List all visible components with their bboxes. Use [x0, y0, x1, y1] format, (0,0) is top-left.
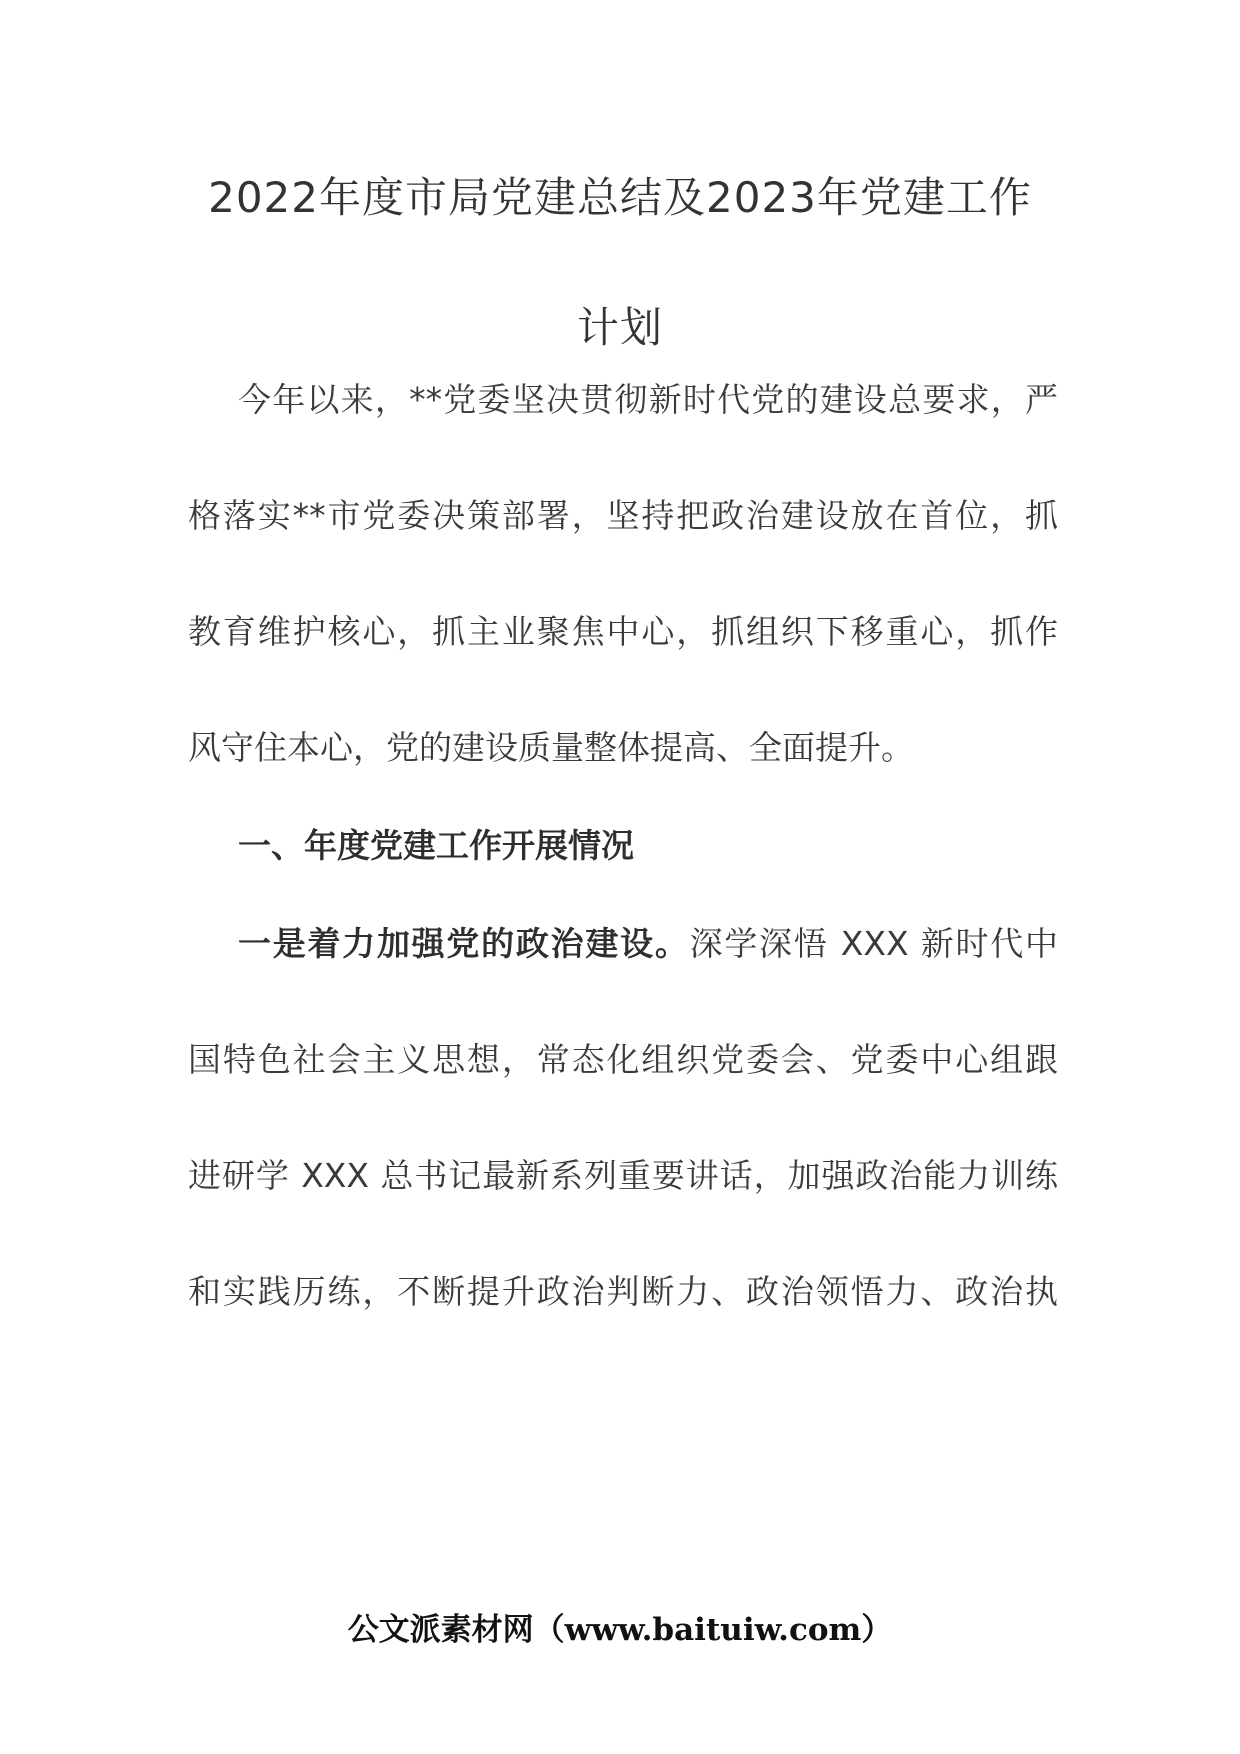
intro-line-3: 教育维护核心，抓主业聚焦中心，抓组织下移重心，抓作 [188, 612, 1058, 651]
item1-lead-text: 一是着力加强党的政治建设。 [238, 924, 690, 963]
section-heading-1: 一、年度党建工作开展情况 [238, 826, 634, 865]
item1-line-4: 和实践历练，不断提升政治判断力、政治领悟力、政治执 [188, 1272, 1058, 1311]
footer-watermark: 公文派素材网（www.baituiw.com） [347, 1612, 893, 1648]
item1-line-2: 国特色社会主义思想，常态化组织党委会、党委中心组跟 [188, 1040, 1058, 1079]
intro-line-1: 今年以来，**党委坚决贯彻新时代党的建设总要求，严 [238, 380, 1058, 419]
document-title-line-2: 计划 [576, 303, 663, 352]
item1-line-1 [188, 922, 1058, 966]
document-title-line-1: 2022年度市局党建总结及2023年党建工作 [208, 173, 1032, 222]
intro-line-4: 风守住本心，党的建设质量整体提高、全面提升。 [188, 728, 914, 767]
item1-line-3: 进研学 XXX 总书记最新系列重要讲话，加强政治能力训练 [188, 1156, 1058, 1195]
item1-first-rest: 深学深悟 XXX 新时代中 [689, 924, 1059, 963]
intro-line-2: 格落实**市党委决策部署，坚持把政治建设放在首位，抓 [188, 496, 1058, 535]
